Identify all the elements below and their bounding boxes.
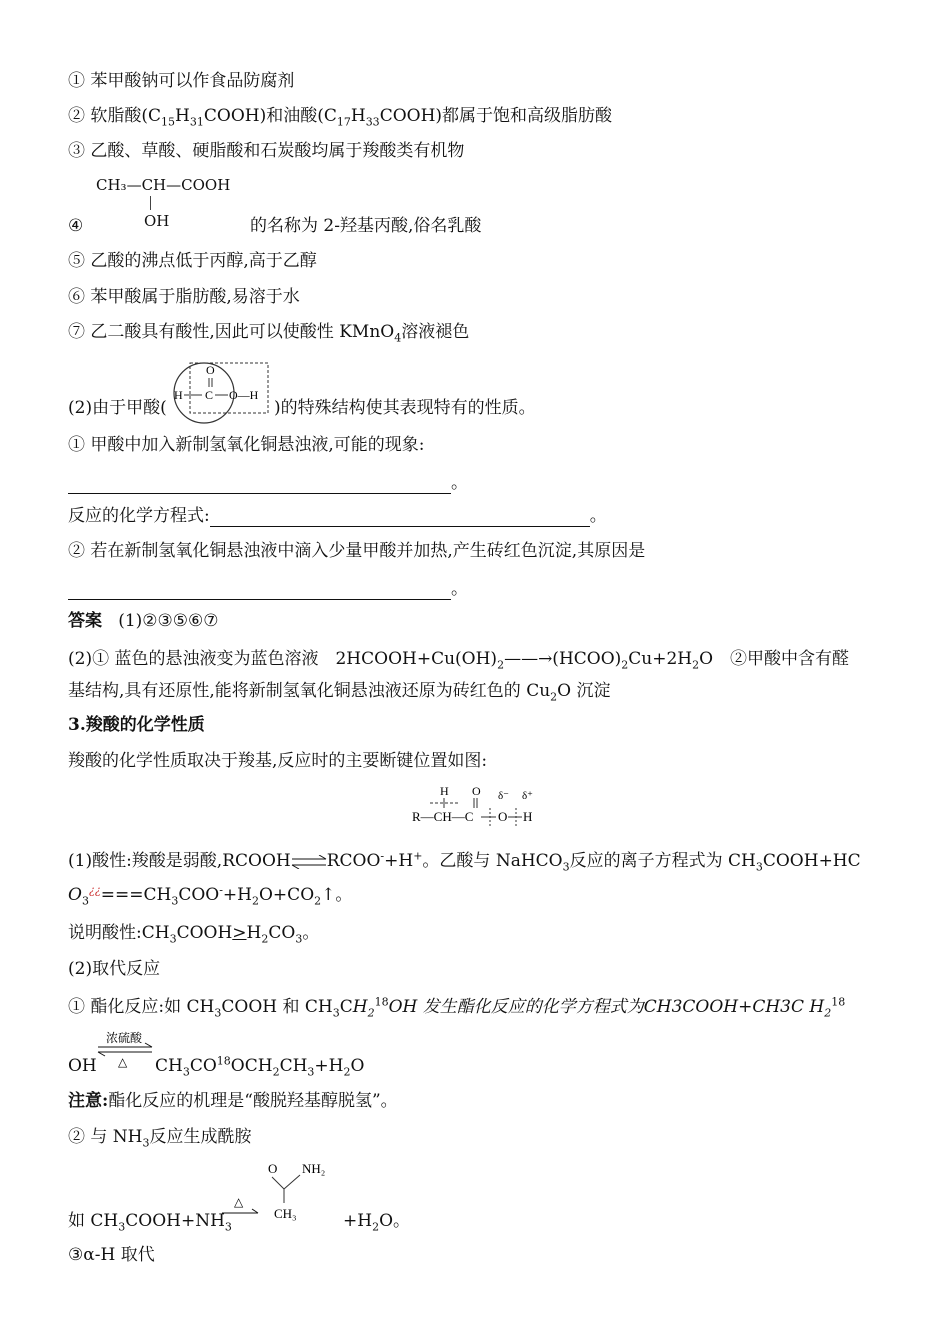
catalyst-label: 浓硫酸 <box>106 1031 143 1045</box>
amide-eq-right: $+H_2O$。 <box>343 1211 411 1234</box>
section-3-title: 3.羧酸的化学性质 <box>68 715 205 735</box>
formic-acid-structure <box>168 355 276 427</box>
acidity-compare: 说明酸性$:CH_3COOH>H_2CO_3$。 <box>68 923 320 946</box>
amide-o: O <box>268 1161 278 1176</box>
amide-title: ② 与 $NH_3$反应生成酰胺 <box>68 1127 252 1150</box>
answer-line-2: (2)① 蓝色的悬浊液变为蓝色溶液 $2HCOOH+Cu(OH)_2——\to(HCOO)_2Cu+2H_2O$ ②甲酸中含有醛 <box>68 649 850 672</box>
equilibrium-arrow-icon <box>291 855 327 869</box>
item-7: ⑦ 乙二酸具有酸性,因此可以使酸性 KMnO$_4$溶液褪色 <box>68 322 470 345</box>
heat-symbol: △ <box>118 1055 128 1069</box>
answer-line-3: 基结构,具有还原性,能将新制氢氧化铜悬浊液还原为砖红色的 $Cu_2O$ 沉淀 <box>68 681 611 704</box>
bond-o-top: O <box>472 784 481 798</box>
item-3: ③ 乙酸、草酸、硬脂酸和石炭酸均属于羧酸类有机物 <box>68 141 465 161</box>
question-2: ② 若在新制氢氧化铜悬浊液中滴入少量甲酸并加热,产生砖红色沉淀,其原因是 <box>68 541 646 561</box>
item-4-text: 的名称为 2-羟基丙酸,俗名乳酸 <box>250 216 482 236</box>
amide-co-bond <box>272 1177 284 1189</box>
lactic-formula-top: CH₃—CH—COOH <box>96 176 231 194</box>
equation-blank[interactable]: 反应的化学方程式: 。 <box>68 506 607 526</box>
acidity-line-1: (1)酸性:羧酸是弱酸,RCOOH RCOO-+H+。乙酸与 NaHCO$_3$反应的离子方程式为 $CH_3COOH+HC$ <box>68 849 861 874</box>
lactic-formula-oh: OH <box>144 212 170 230</box>
section-3-desc: 羧酸的化学性质取决于羧基,反应时的主要断键位置如图: <box>68 751 488 771</box>
ester-line-1: ① 酯化反应:如 $CH_3COOH$ 和 $CH_3CH_2^{18}OH$ 发生酯化反应的化学方程式为CH3COOH+CH3C $H_2^{18}$ <box>68 995 846 1020</box>
item-5: ⑤ 乙酸的沸点低于丙醇,高于乙醇 <box>68 251 317 271</box>
bond-cleavage-diagram <box>410 782 560 832</box>
delta-plus: δ⁺ <box>522 790 533 802</box>
ester-condition-arrow <box>96 1030 154 1070</box>
amide-cn-bond <box>284 1175 300 1189</box>
bond-chain: R—CH—C <box>412 809 474 824</box>
item-4-num: ④ <box>68 216 84 236</box>
amide-reaction-diagram <box>222 1155 352 1235</box>
amide-eq-left: 如 $CH_3COOH+NH_3$ <box>68 1211 232 1234</box>
answer-blank-2[interactable]: 。 <box>68 578 468 600</box>
amide-nh2: NH₂ <box>302 1161 326 1176</box>
ester-product: $CH_3CO^{18}OCH_2CH_3+H_2O$ <box>155 1054 365 1079</box>
note: 注意:酯化反应的机理是“酸脱羟基醇脱氢”。 <box>68 1091 398 1111</box>
item-2: ② 软脂酸$(C_{15}H_{31}COOH)$和油酸$(C_{17}H_{33}COOH)$都属于饱和高级脂肪酸 <box>68 106 613 129</box>
bond-hh: H <box>523 809 533 824</box>
bond-h: H <box>440 784 449 798</box>
formic-post: )的特殊结构使其表现特有的性质。 <box>274 398 536 418</box>
delta-minus: δ⁻ <box>498 790 509 802</box>
amide-heat-symbol: △ <box>234 1195 244 1209</box>
formic-o: O <box>206 363 215 377</box>
ester-line-2-oh: OH <box>68 1056 97 1076</box>
formic-pre: (2)由于甲酸( <box>68 398 167 418</box>
amide-ch3: CH₃ <box>274 1206 297 1221</box>
formic-circle <box>174 363 234 423</box>
acidity-line-2: $O_3^{¿¿}===CH_3COO^-+H_2O+CO_2↑$。 <box>68 883 353 908</box>
formic-oh: O—H <box>229 388 259 402</box>
lactic-bond-line <box>150 196 151 210</box>
bond-oh-o: O <box>498 809 508 824</box>
question-1: ① 甲酸中加入新制氢氧化铜悬浊液,可能的现象: <box>68 435 425 455</box>
formic-h: H <box>174 388 183 402</box>
amide-arrow-head <box>252 1209 258 1213</box>
item-1: ① 苯甲酸钠可以作食品防腐剂 <box>68 71 295 91</box>
answer-blank-1[interactable]: 。 <box>68 472 468 494</box>
substitution-title: (2)取代反应 <box>68 959 161 979</box>
item-6: ⑥ 苯甲酸属于脂肪酸,易溶于水 <box>68 287 300 307</box>
alpha-h-substitution: ③α-H 取代 <box>68 1245 155 1265</box>
formic-c: C <box>205 388 214 402</box>
answer-line-1: 答案 (1)②③⑤⑥⑦ <box>68 611 219 631</box>
